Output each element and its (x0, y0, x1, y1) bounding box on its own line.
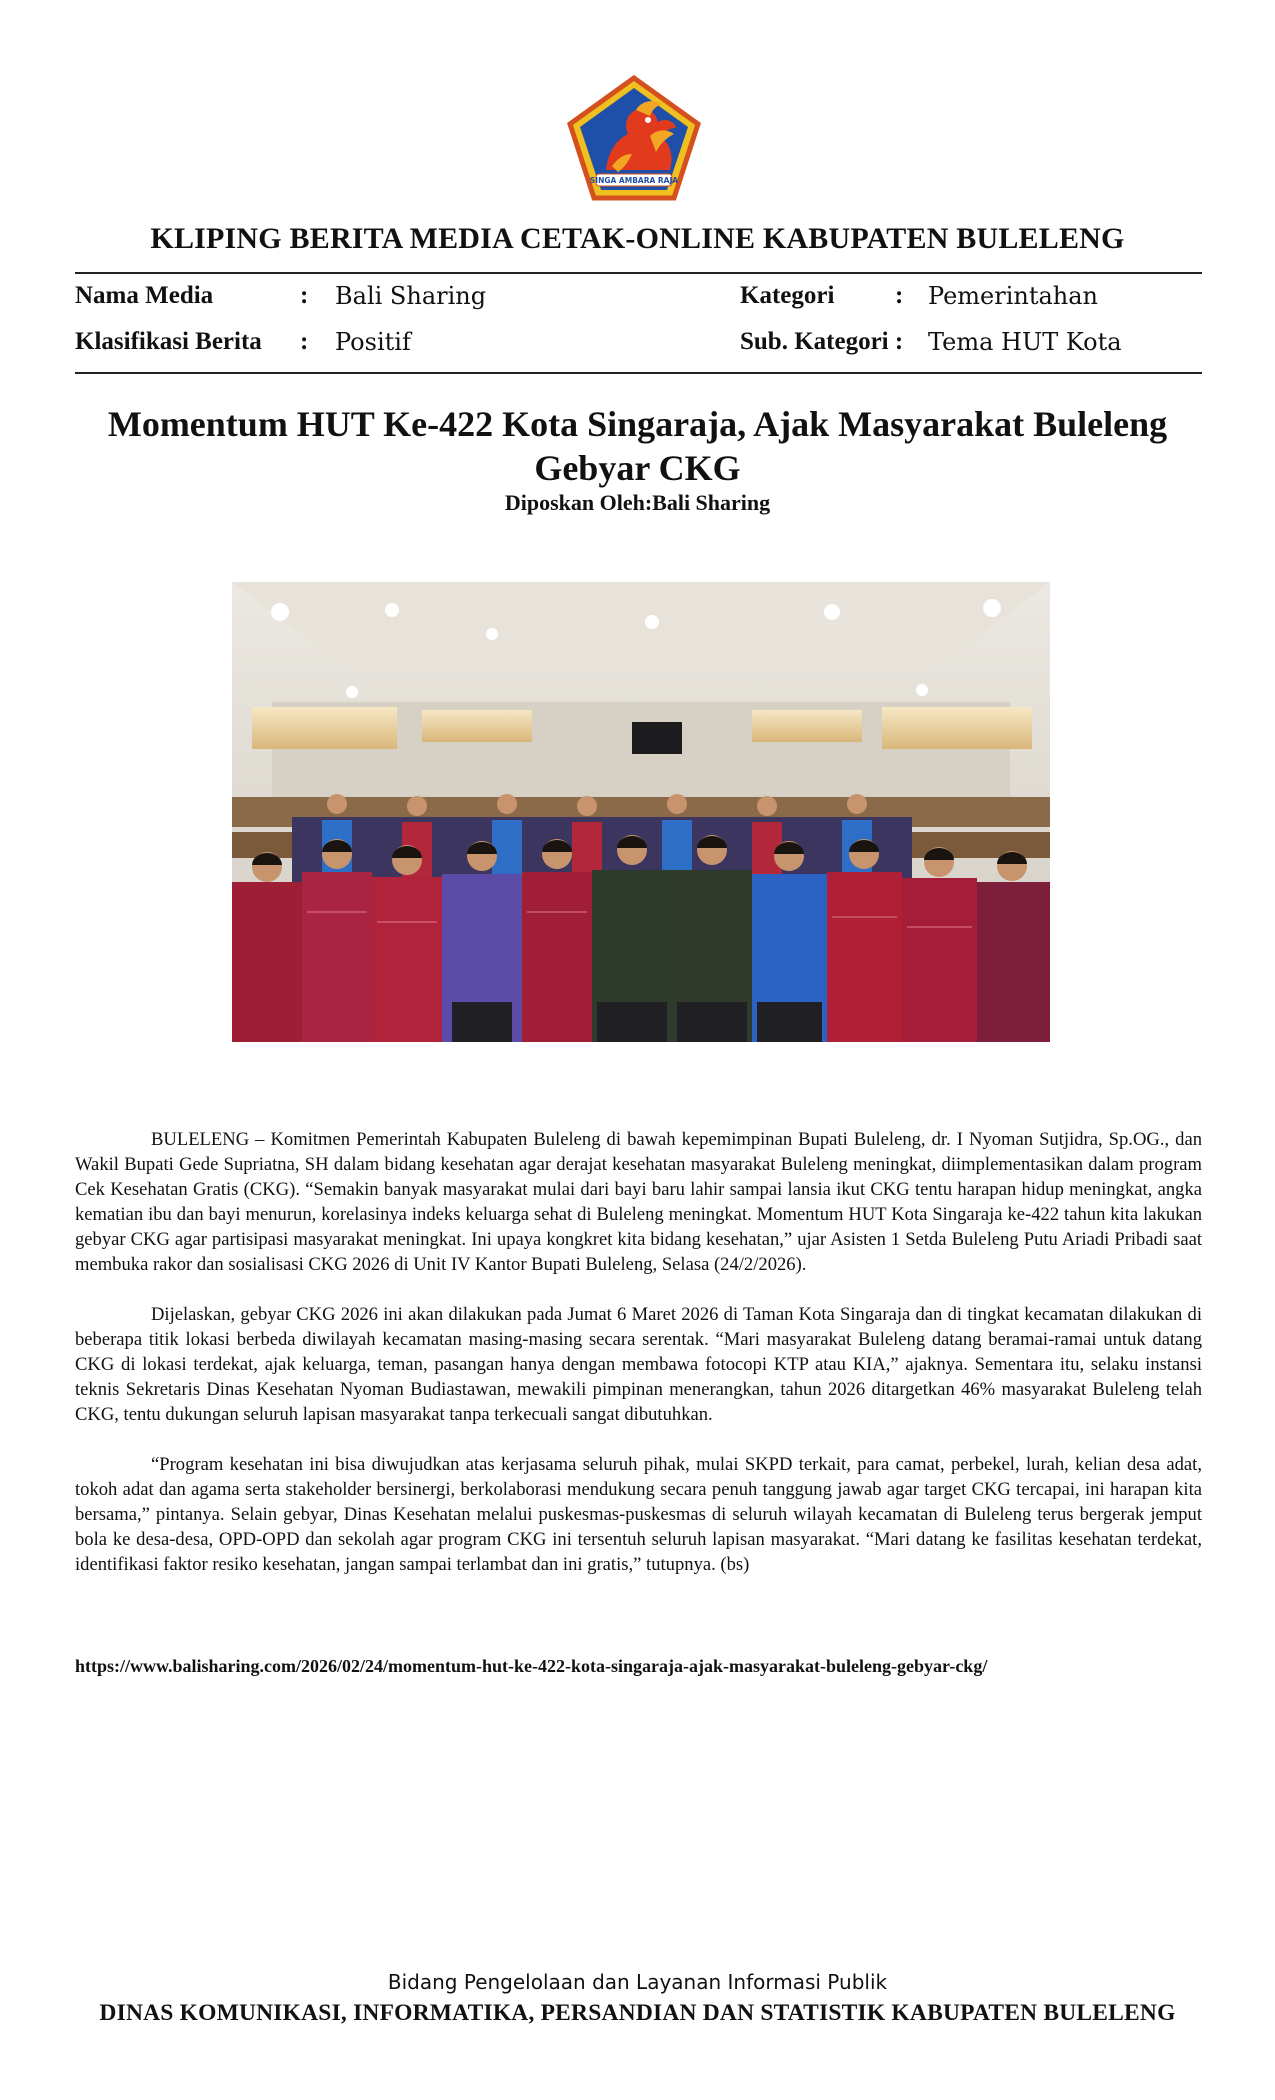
footer-unit: Bidang Pengelolaan dan Layanan Informasi Publik (387, 1970, 888, 1994)
article-paragraph: BULELENG – Komitmen Pemerintah Kabupaten Buleleng di bawah kepemimpinan Bupati Buleleng, dr. I Nyoman Sutjidra, Sp.OG., dan Wakil Bupati Gede Supriatna, SH dalam bidang kesehatan agar derajat kesehatan masyarakat Buleleng meningkat, diimplementasikan dalam program Cek Kesehatan Gratis (CKG). “Semakin banyak masyarakat mulai dari bayi baru lahir sampai lansia ikut CKG tentu harapan hidup meningkat, angka kematian ibu dan bayi menurun, korelasinya indeks keluarga sehat di Buleleng meningkat. Momentum HUT Kota Singaraja ke-422 tahun kita lakukan gebyar CKG agar partisipasi masyarakat meningkat. Ini upaya kongkret kita bidang kesehatan,” ujar Asisten 1 Setda Buleleng Putu Ariadi Pribadi saat membuka rakor dan sosialisasi CKG 2026 di Unit IV Kantor Bupati Buleleng, Selasa (24/2/2026). (75, 1129, 1202, 1275)
article-paragraph: “Program kesehatan ini bisa diwujudkan atas kerjasama seluruh pihak, mulai SKPD terkait, para camat, perbekel, lurah, kelian desa adat, tokoh adat dan agama serta stakeholder bersinergi, berkolaborasi mendukung secara penuh tanggung jawab agar target CKG tercapai, ini harapan kita bersama,” pintanya. Selain gebyar, Dinas Kesehatan melalui puskesmas-puskesmas di seluruh wilayah kecamatan di Buleleng terus bergerak jemput bola ke desa-desa, OPD-OPD dan sekolah agar program CKG ini tersentuh seluruh lapisan masyarakat. “Mari datang ke fasilitas kesehatan terdekat, identifikasi faktor resiko kesehatan, jangan sampai terlambat dan ini gratis,” tutupnya. (bs) (75, 1454, 1202, 1575)
article-photo (232, 582, 1050, 1042)
kategori-label: Kategori (740, 282, 835, 309)
sub-kategori-value: Tema HUT Kota (928, 328, 1122, 356)
nama-media-value: Bali Sharing (335, 282, 487, 310)
colon: : (300, 328, 309, 355)
klasifikasi-label: Klasifikasi Berita (75, 328, 262, 355)
meta-kategori (740, 281, 1200, 311)
article-paragraph: Dijelaskan, gebyar CKG 2026 ini akan dilakukan pada Jumat 6 Maret 2026 di Taman Kota Singaraja dan di tingkat kecamatan dilakukan di beberapa titik lokasi berbeda diwilayah kecamatan masing-masing secara serentak. “Mari masyarakat Buleleng datang beramai-ramai untuk datang CKG di lokasi terdekat, ajak keluarga, teman, pasangan hanya dengan membawa fotocopi KTP atau KIA,” ajaknya. Sementara itu, selaku instansi teknis Sekretaris Dinas Kesehatan Nyoman Budiastawan, mewakili pimpinan menerangkan, tahun 2026 ditargetkan 46% masyarakat Buleleng telah CKG, tentu dukungan seluruh lapisan masyarakat tanpa terkecuali sangat dibutuhkan. (75, 1304, 1202, 1425)
colon: : (895, 282, 904, 309)
divider-bottom (75, 372, 1202, 374)
source-url[interactable]: https://www.balisharing.com/2026/02/24/momentum-hut-ke-422-kota-singaraja-ajak-masyarakat-buleleng-gebyar-ckg/ (75, 1656, 988, 1676)
footer-agency: DINAS KOMUNIKASI, INFORMATIKA, PERSANDIAN DAN STATISTIK KABUPATEN BULELENG (99, 2000, 1176, 2026)
article-body (75, 1127, 1202, 1602)
meta-klasifikasi (75, 327, 635, 357)
article-title: Momentum HUT Ke-422 Kota Singaraja, Ajak Masyarakat Buleleng Gebyar CKG (107, 404, 1168, 488)
divider-top (75, 272, 1202, 274)
meta-sub-kategori (740, 327, 1200, 357)
sub-kategori-label: Sub. Kategori : (740, 328, 904, 355)
logo-motto: SINGA AMBARA RAJA (589, 176, 679, 185)
nama-media-label: Nama Media (75, 282, 214, 309)
article-byline: Diposkan Oleh:Bali Sharing (504, 490, 771, 515)
buleleng-crest-icon (566, 74, 702, 202)
meta-nama-media (75, 281, 635, 311)
colon: : (300, 282, 309, 309)
page-title: KLIPING BERITA MEDIA CETAK-ONLINE KABUPATEN BULELENG (150, 222, 1125, 255)
klasifikasi-value: Positif (335, 328, 411, 356)
kategori-value: Pemerintahan (928, 282, 1099, 310)
